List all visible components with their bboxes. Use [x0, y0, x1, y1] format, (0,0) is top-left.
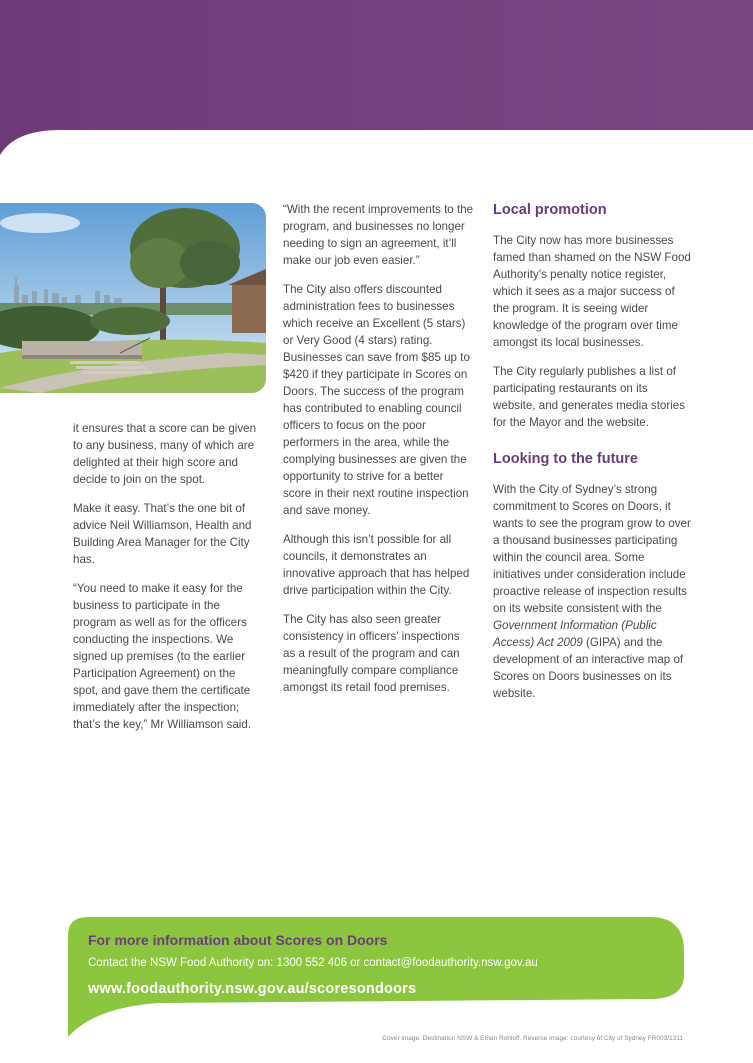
- col2-paragraph-2: The City also offers discounted administration fees to businesses which receive an Excellent (5 stars) or Very Good (4 stars) rating. Businesses can save from $85 up to $420 if they participate in Scores on Doors. The success of the program has contributed to enabling council officers to focus on the poor performers in the area, while the complying businesses are given the opportunity to strive for a better score in their next routine inspection and save money.: [283, 283, 470, 517]
- col2-paragraph-3: Although this isn’t possible for all councils, it demonstrates an innovative approach that has helped drive participation within the City.: [283, 533, 470, 597]
- col3-paragraph-3: [493, 481, 693, 702]
- col1-paragraph-2: Make it easy. That’s the one bit of advice Neil Williamson, Health and Building Area Manager for the City has.: [73, 502, 252, 566]
- park-illustration: [0, 203, 266, 393]
- footer-info: [88, 930, 688, 1000]
- col1-paragraph-1: it ensures that a score can be given to any business, many of which are delighted at their high score and decide to join on the spot.: [73, 422, 257, 486]
- column-3: [493, 200, 693, 714]
- col1-paragraph-3: “You need to make it easy for the business to participate in the program as well as for the officers conducting the inspections. We signed up premises (to the earlier Participation Agreement) on the spot, and gave them the certificate immediately after the inspection; that’s the key,” Mr Williamson said.: [73, 582, 252, 731]
- column-2: [283, 201, 475, 708]
- col3-paragraph-2: The City regularly publishes a list of participating restaurants on its website, and generates media stories for the Mayor and the website.: [493, 365, 686, 429]
- footer-title: For more information about Scores on Doors: [88, 932, 388, 948]
- col2-paragraph-1: “With the recent improvements to the program, and businesses no longer needing to sign an agreement, it’ll make our job even easier.”: [283, 203, 474, 267]
- gipa-act-title: Government Information (Public Access) Act 2009: [493, 619, 657, 649]
- footer-website-link[interactable]: www.foodauthority.nsw.gov.au/scoresondoors: [88, 981, 417, 997]
- footer-contact[interactable]: Contact the NSW Food Authority on: 1300 552 406 or contact@foodauthority.nsw.gov.au: [88, 957, 538, 969]
- heading-local-promotion: Local promotion: [493, 202, 607, 218]
- header-band: [0, 0, 753, 160]
- park-photo: [0, 203, 266, 393]
- image-credit: Cover image: Destination NSW & Ethan Rohloff. Reverse image: courtesy of City of Sydney FR003/1311: [382, 1035, 683, 1042]
- col3-paragraph-3-end: (GIPA) and the development of an interactive map of Scores on Doors businesses on its website.: [493, 636, 684, 700]
- heading-looking-to-the-future: Looking to the future: [493, 451, 638, 467]
- col3-paragraph-1: The City now has more businesses famed than shamed on the NSW Food Authority’s penalty notice register, which it sees as a major success of the program. It is seeing wider knowledge of the program over time amongst its local businesses.: [493, 234, 691, 349]
- col3-paragraph-3-start: With the City of Sydney’s strong commitment to Scores on Doors, it wants to see the program grow to over a thousand businesses participating within the council area. Some initiatives under consideration include proactive release of inspection results on its website consistent with the: [493, 483, 691, 615]
- col2-paragraph-4: The City has also seen greater consistency in officers’ inspections as a result of the program and can meaningfully compare compliance amongst its retail food premises.: [283, 613, 460, 694]
- column-1: [73, 420, 263, 745]
